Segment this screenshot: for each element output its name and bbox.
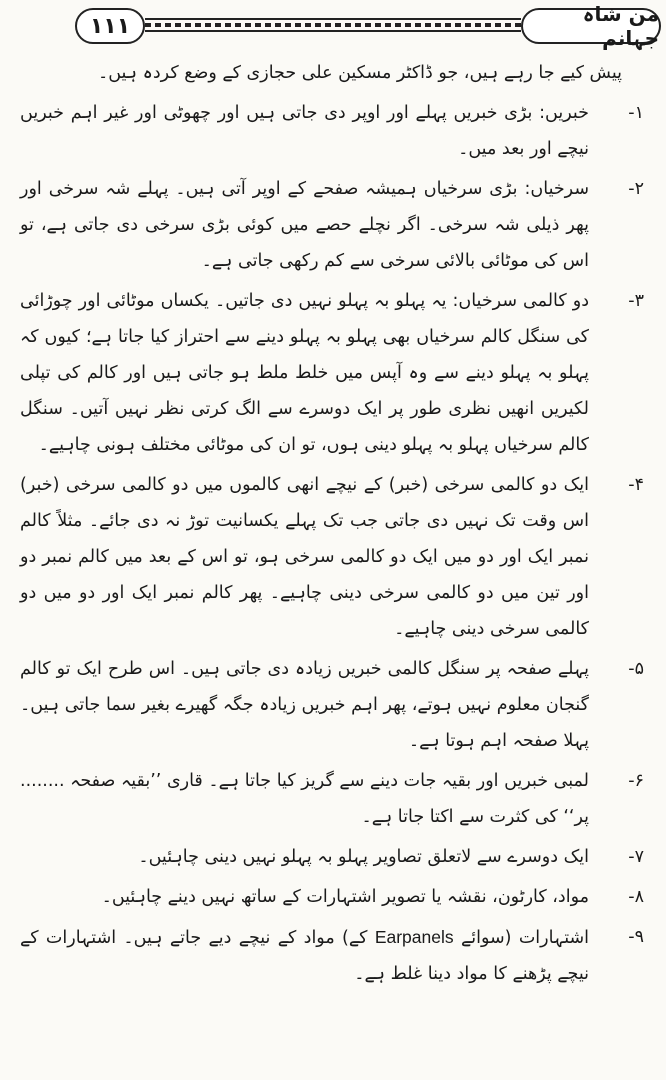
list-item-number: ۶-	[628, 771, 644, 791]
header-rule	[145, 18, 521, 32]
list-item-number: ۳-	[628, 291, 644, 311]
list-item-number: ۱-	[628, 103, 644, 123]
list-item-text: سرخیاں: بڑی سرخیاں ہمیشہ صفحے کے اوپر آتی ہیں۔ پہلے شہ سرخی اور پھر ذیلی شہ سرخی۔ اگر نچلے حصے میں کوئی بڑی سرخی دی جاتی ہے، تو اس کی موٹائی بالائی سرخی سے کم رکھی جاتی ہے۔	[20, 179, 589, 271]
list-item-text: پہلے صفحہ پر سنگل کالمی خبریں زیادہ دی جاتی ہیں۔ اس طرح ایک تو کالم گنجان معلوم نہیں ہوتے، پھر اہم خبریں زیادہ جگہ گھیرے بغیر سما جاتی ہیں۔ پہلا صفحہ اہم ہوتا ہے۔	[20, 659, 589, 751]
list-item-number: ۹-	[628, 927, 644, 947]
list-item-text: ایک دوسرے سے لاتعلق تصاویر پہلو بہ پہلو نہیں دینی چاہئیں۔	[138, 847, 589, 867]
list-item-text: دو کالمی سرخیاں: یہ پہلو بہ پہلو نہیں دی جاتیں۔ یکساں موٹائی اور چوڑائی کی سنگل کالم سرخیاں بھی پہلو بہ پہلو دینے سے احتراز کیا جاتا ہے؛ کیوں کہ پہلو بہ پہلو دینے سے وہ آپس میں خلط ملط ہو جاتی ہیں اور کالم کی تپلی لکیریں انھیں نظری طور پر ایک دوسرے سے الگ کرتی نظر نہیں آتیں۔ سنگل کالم سرخیاں پہلو بہ پہلو دینی ہوں، تو ان کی موٹائی مختلف ہونی چاہیے۔	[20, 291, 589, 455]
list-item-text-part: اشتہارات (سوائے	[460, 928, 589, 948]
intro-paragraph: پیش کیے جا رہے ہیں، جو ڈاکٹر مسکین علی حجازی کے وضع کردہ ہیں۔	[97, 63, 622, 83]
list-item	[20, 879, 644, 915]
list-item	[20, 839, 644, 875]
page-body	[20, 55, 644, 996]
list-item-number: ۸-	[628, 887, 644, 907]
list-item-text: مواد، کارٹون، نقشہ یا تصویر اشتہارات کے ساتھ نہیں دینے چاہئیں۔	[101, 887, 589, 907]
list-item-text-part: کے) مواد کے نیچے دیے جاتے ہیں۔ اشتہارات کے نیچے پڑھنے کا مواد دینا غلط ہے۔	[20, 928, 589, 984]
running-header	[75, 2, 661, 50]
list-item	[20, 467, 644, 647]
list-item-text: لمبی خبریں اور بقیہ جات دینے سے گریز کیا جاتا ہے۔ قاری ’’بقیہ صفحہ ........ پر‘‘ کی کثرت سے اکتا جاتا ہے۔	[20, 771, 589, 827]
list-item	[20, 651, 644, 759]
list-item-text: ایک دو کالمی سرخی (خبر) کے نیچے انھی کالموں میں دو کالمی سرخی (خبر) اس وقت تک نہیں دی جاتی جب تک پہلے یکسانیت توڑ نہ دی جائے۔ مثلاً کالم نمبر ایک اور دو میں ایک دو کالمی سرخی ہو، تو اس کے بعد میں کالم نمبر دو اور تین میں دو کالمی سرخی دینی چاہیے۔ پھر کالم نمبر ایک اور دو میں دو کالمی سرخی دینی چاہیے۔	[20, 475, 589, 639]
running-title: من شاہ جہانم	[521, 8, 661, 44]
list-item	[20, 171, 644, 279]
list-item-number: ۵-	[628, 659, 644, 679]
latin-term: Earpanels	[374, 927, 454, 947]
list-item	[20, 919, 644, 992]
page-number: ١١١	[75, 8, 145, 44]
list-item-text: خبریں: بڑی خبریں پہلے اور اوپر دی جاتی ہیں اور چھوٹی اور غیر اہم خبریں نیچے اور بعد میں۔	[20, 103, 589, 159]
list-item-number: ۴-	[628, 475, 644, 495]
list-item-number: ۲-	[628, 179, 644, 199]
list-item	[20, 283, 644, 463]
list-item	[20, 95, 644, 167]
list-item-text	[20, 919, 589, 992]
list-item	[20, 763, 644, 835]
list-item-number: ۷-	[628, 847, 644, 867]
